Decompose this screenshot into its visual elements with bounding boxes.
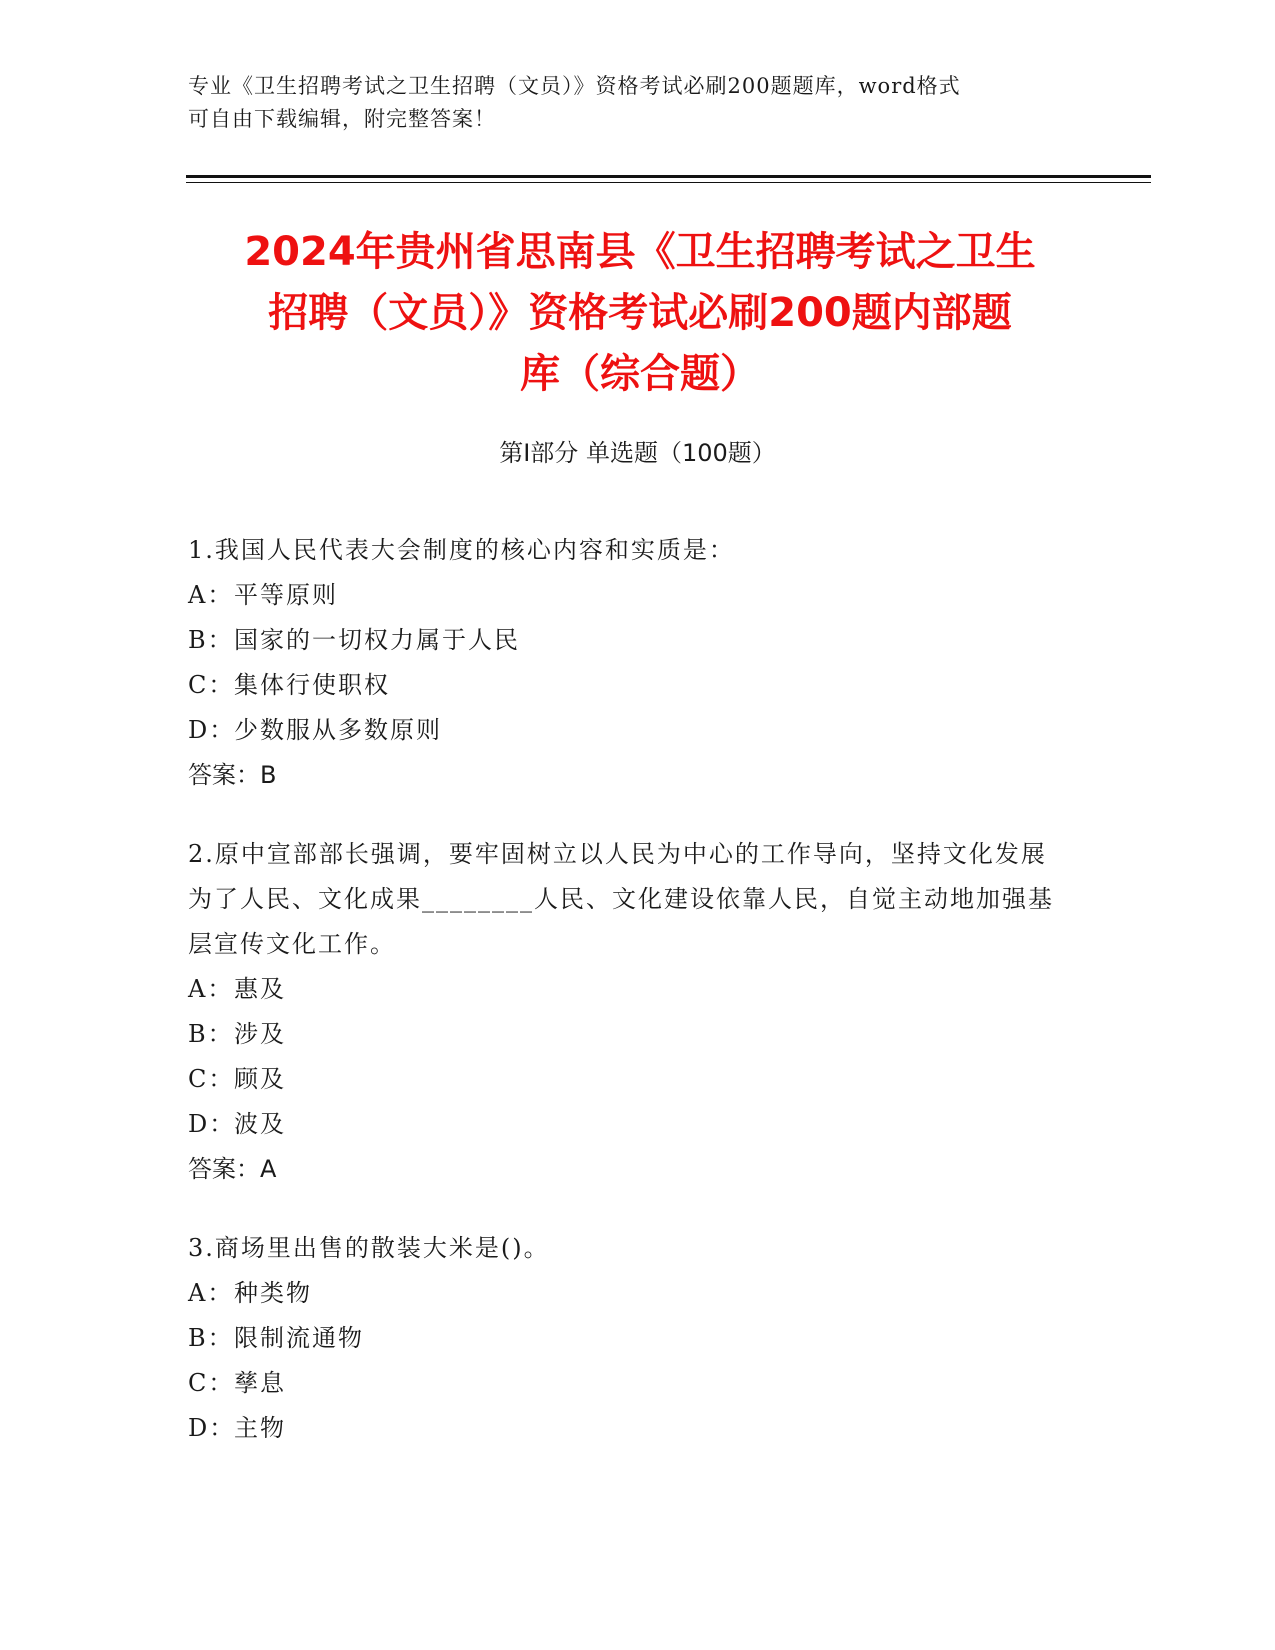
option-c — [188, 1361, 1068, 1406]
option-key: A： — [188, 581, 234, 609]
option-key: D： — [188, 1414, 236, 1442]
option-key: B： — [188, 1324, 234, 1352]
question-stem: 3.商场里出售的散装大米是()。 — [188, 1234, 550, 1262]
option-key: D： — [188, 716, 236, 744]
option-text: 主物 — [234, 1414, 286, 1442]
header-rule-thin — [186, 182, 1151, 183]
option-d — [188, 708, 1068, 753]
option-a — [188, 967, 1068, 1012]
option-key: C： — [188, 1065, 235, 1093]
header-note — [188, 70, 1088, 136]
option-text: 涉及 — [234, 1020, 286, 1048]
header-note-line-2: 可自由下载编辑，附完整答案！ — [188, 107, 496, 131]
option-key: B： — [188, 1020, 234, 1048]
option-text: 顾及 — [234, 1065, 286, 1093]
option-c — [188, 663, 1068, 708]
option-text: 限制流通物 — [234, 1324, 364, 1352]
option-text: 种类物 — [234, 1279, 312, 1307]
header-note-line-1: 专业《卫生招聘考试之卫生招聘（文员）》资格考试必刷200题题库，word格式 — [188, 74, 961, 98]
question-2 — [188, 832, 1068, 1192]
option-text: 少数服从多数原则 — [234, 716, 442, 744]
option-text: 波及 — [234, 1110, 286, 1138]
option-key: D： — [188, 1110, 236, 1138]
option-key: B： — [188, 626, 234, 654]
option-key: C： — [188, 671, 235, 699]
question-list — [188, 528, 1068, 1485]
document-title-line-1: 2024年贵州省思南县《卫生招聘考试之卫生 — [244, 229, 1036, 275]
option-text: 平等原则 — [234, 581, 338, 609]
question-3 — [188, 1226, 1068, 1451]
question-1 — [188, 528, 1068, 798]
document-title-line-2: 招聘（文员）》资格考试必刷200题内部题 — [268, 290, 1012, 336]
option-b — [188, 618, 1068, 663]
document-title — [180, 222, 1100, 405]
option-d — [188, 1406, 1068, 1451]
document-title-line-3: 库（综合题） — [520, 351, 760, 397]
option-d — [188, 1102, 1068, 1147]
option-b — [188, 1316, 1068, 1361]
option-text: 孳息 — [234, 1369, 286, 1397]
option-a — [188, 1271, 1068, 1316]
section-title: 第Ⅰ部分 单选题（100题） — [499, 439, 776, 467]
option-key: C： — [188, 1369, 235, 1397]
question-stem: 1.我国人民代表大会制度的核心内容和实质是： — [188, 536, 735, 564]
option-c — [188, 1057, 1068, 1102]
option-a — [188, 573, 1068, 618]
option-text: 集体行使职权 — [234, 671, 390, 699]
option-text: 国家的一切权力属于人民 — [234, 626, 520, 654]
option-key: A： — [188, 1279, 234, 1307]
question-stem: 2.原中宣部部长强调，要牢固树立以人民为中心的工作导向，坚持文化发展为了人民、文化成果________人民、文化建设依靠人民，自觉主动地加强基层宣传文化工作。 — [188, 840, 1054, 958]
option-b — [188, 1012, 1068, 1057]
answer: 答案：A — [188, 1155, 277, 1183]
answer: 答案：B — [188, 761, 277, 789]
option-text: 惠及 — [234, 975, 286, 1003]
option-key: A： — [188, 975, 234, 1003]
header-rule-thick — [186, 175, 1151, 178]
